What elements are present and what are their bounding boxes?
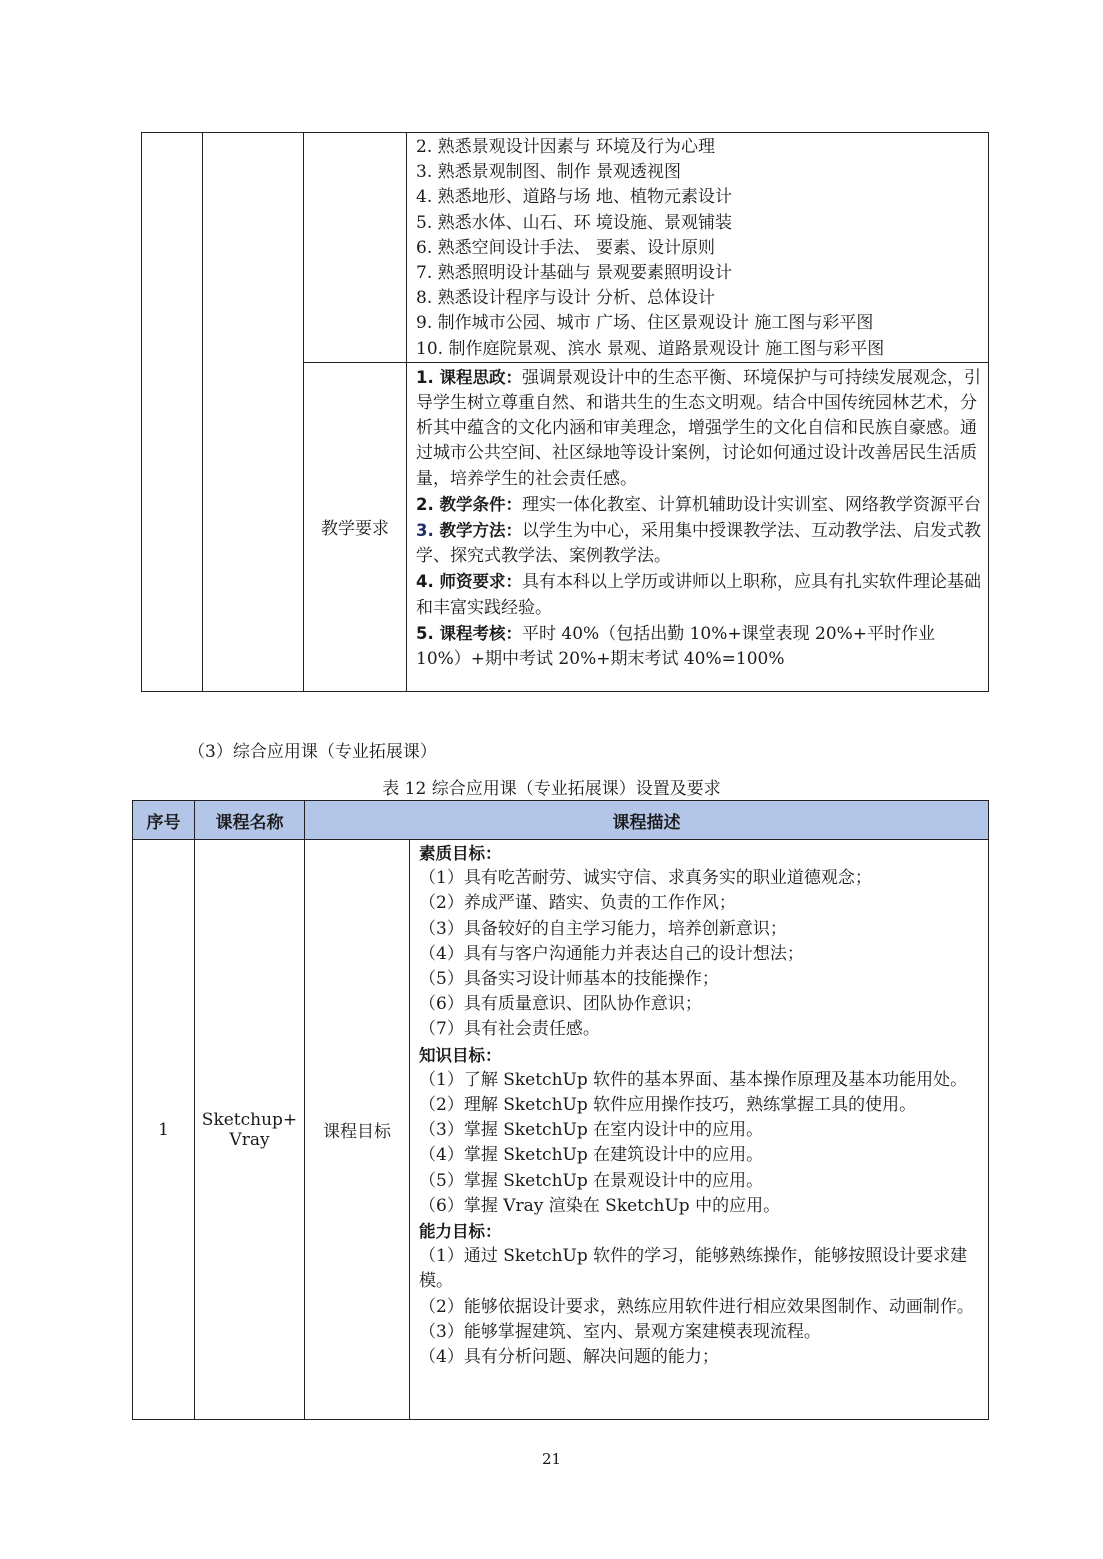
category-cell <box>304 133 407 363</box>
requirement-teachers <box>416 569 982 620</box>
requirement-label: 教学方法： <box>439 521 522 541</box>
table-caption: 表 12 综合应用课（专业拓展课）设置及要求 <box>382 779 721 799</box>
requirement-assessment <box>416 621 982 672</box>
list-item: （1）具有吃苦耐劳、诚实守信、求真务实的职业道德观念； <box>419 868 872 889</box>
list-item: （2）能够依据设计要求，熟练应用软件进行相应效果图制作、动画制作。 <box>419 1296 974 1317</box>
list-item: （3）掌握 SketchUp 在室内设计中的应用。 <box>419 1120 764 1141</box>
course-requirements-table-continued <box>141 132 989 692</box>
requirement-label-wrap <box>416 521 522 540</box>
requirement-text: 平时 40%（包括出勤 10%+课堂表现 20%+平时作业 10%）+期中考试 20%+期末考试 40%=100% <box>416 623 936 670</box>
teaching-requirements-cell <box>407 362 989 691</box>
header-number: 序号 <box>133 801 195 840</box>
section-title: （3）综合应用课（专业拓展课） <box>188 742 437 762</box>
list-item: 6. 熟悉空间设计手法、 要素、设计原则 <box>416 237 716 258</box>
course-name-cell: Sketchup+ Vray <box>195 840 305 1420</box>
requirement-text: 以学生为中心，采用集中授课教学法、互动教学法、启发式教学、探究式教学法、案例教学法。 <box>416 521 981 567</box>
list-item: （3）能够掌握建筑、室内、景观方案建模表现流程。 <box>419 1321 821 1342</box>
requirement-label: 1. 课程思政： <box>416 367 522 387</box>
header-course-description: 课程描述 <box>305 801 989 840</box>
requirement-number: 3. <box>416 521 440 541</box>
list-item: （5）掌握 SketchUp 在景观设计中的应用。 <box>419 1170 764 1191</box>
list-item: （7）具有社会责任感。 <box>419 1019 600 1040</box>
requirement-label: 5. 课程考核： <box>416 623 522 643</box>
list-item: （2）养成严谨、踏实、负责的工作作风； <box>419 893 736 914</box>
list-item: 9. 制作城市公园、城市 广场、住区景观设计 施工图与彩平图 <box>416 313 874 334</box>
list-item: 8. 熟悉设计程序与设计 分析、总体设计 <box>416 288 716 309</box>
list-item: （6）具有质量意识、团队协作意识； <box>419 994 702 1015</box>
list-item: （6）掌握 Vray 渲染在 SketchUp 中的应用。 <box>419 1195 781 1216</box>
list-item: （4）具有与客户沟通能力并表达自己的设计想法； <box>419 943 804 964</box>
list-item: （4）具有分析问题、解决问题的能力； <box>419 1347 719 1368</box>
table-header-row <box>133 801 989 840</box>
course-content-cell <box>407 133 989 363</box>
list-item: 4. 熟悉地形、道路与场 地、植物元素设计 <box>416 187 733 208</box>
requirement-methods <box>416 518 982 569</box>
table-row <box>133 840 989 1420</box>
list-item: （4）掌握 SketchUp 在建筑设计中的应用。 <box>419 1145 764 1166</box>
knowledge-objectives-label: 知识目标： <box>419 1045 502 1065</box>
table-row <box>142 133 989 363</box>
list-item: 3. 熟悉景观制图、制作 景观透视图 <box>416 162 682 183</box>
list-item: （1）通过 SketchUp 软件的学习，能够熟练操作，能够按照设计要求建模。 <box>419 1246 968 1292</box>
list-item: （2）理解 SketchUp 软件应用操作技巧，熟练掌握工具的使用。 <box>419 1095 917 1116</box>
list-item: （1）了解 SketchUp 软件的基本界面、基本操作原理及基本功能用处。 <box>419 1069 968 1090</box>
ability-objectives-label: 能力目标： <box>419 1222 502 1242</box>
category-cell: 课程目标 <box>305 840 410 1420</box>
header-course-name: 课程名称 <box>195 801 305 840</box>
requirement-text: 理实一体化教室、计算机辅助设计实训室、网络教学资源平台 <box>522 494 981 515</box>
requirement-label: 2. 教学条件： <box>416 494 522 514</box>
list-item: 2. 熟悉景观设计因素与 环境及行为心理 <box>416 137 716 157</box>
number-cell <box>142 133 203 692</box>
list-item: （5）具备实习设计师基本的技能操作； <box>419 969 719 990</box>
course-name-cell <box>203 133 304 692</box>
quality-objectives-label: 素质目标： <box>419 844 502 863</box>
page-number: 21 <box>541 1450 562 1468</box>
list-item: 7. 熟悉照明设计基础与 景观要素照明设计 <box>416 263 733 284</box>
list-item: 5. 熟悉水体、山石、环 境设施、景观铺装 <box>416 212 733 233</box>
requirement-ideology <box>416 365 982 492</box>
requirement-conditions <box>416 492 982 518</box>
course-objectives-cell <box>410 840 989 1420</box>
list-item: 10. 制作庭院景观、滨水 景观、道路景观设计 施工图与彩平图 <box>416 338 885 359</box>
list-item: （3）具备较好的自主学习能力，培养创新意识； <box>419 918 787 939</box>
number-cell: 1 <box>133 840 195 1420</box>
applied-courses-table <box>132 800 989 1420</box>
teaching-requirements-label: 教学要求 <box>304 362 407 691</box>
requirement-text: 强调景观设计中的生态平衡、环境保护与可持续发展观念，引导学生树立尊重自然、和谐共生的生态文明观。结合中国传统园林艺术，分析其中蕴含的文化内涵和审美理念，增强学生的文化自信和民族自豪感。通过城市公共空间、社区绿地等设计案例，讨论如何通过设计改善居民生活质量，培养学生的社会责任感。 <box>416 367 981 489</box>
requirement-label: 4. 师资要求： <box>416 572 522 592</box>
requirement-text: 具有本科以上学历或讲师以上职称，应具有扎实软件理论基础和丰富实践经验。 <box>416 572 981 618</box>
